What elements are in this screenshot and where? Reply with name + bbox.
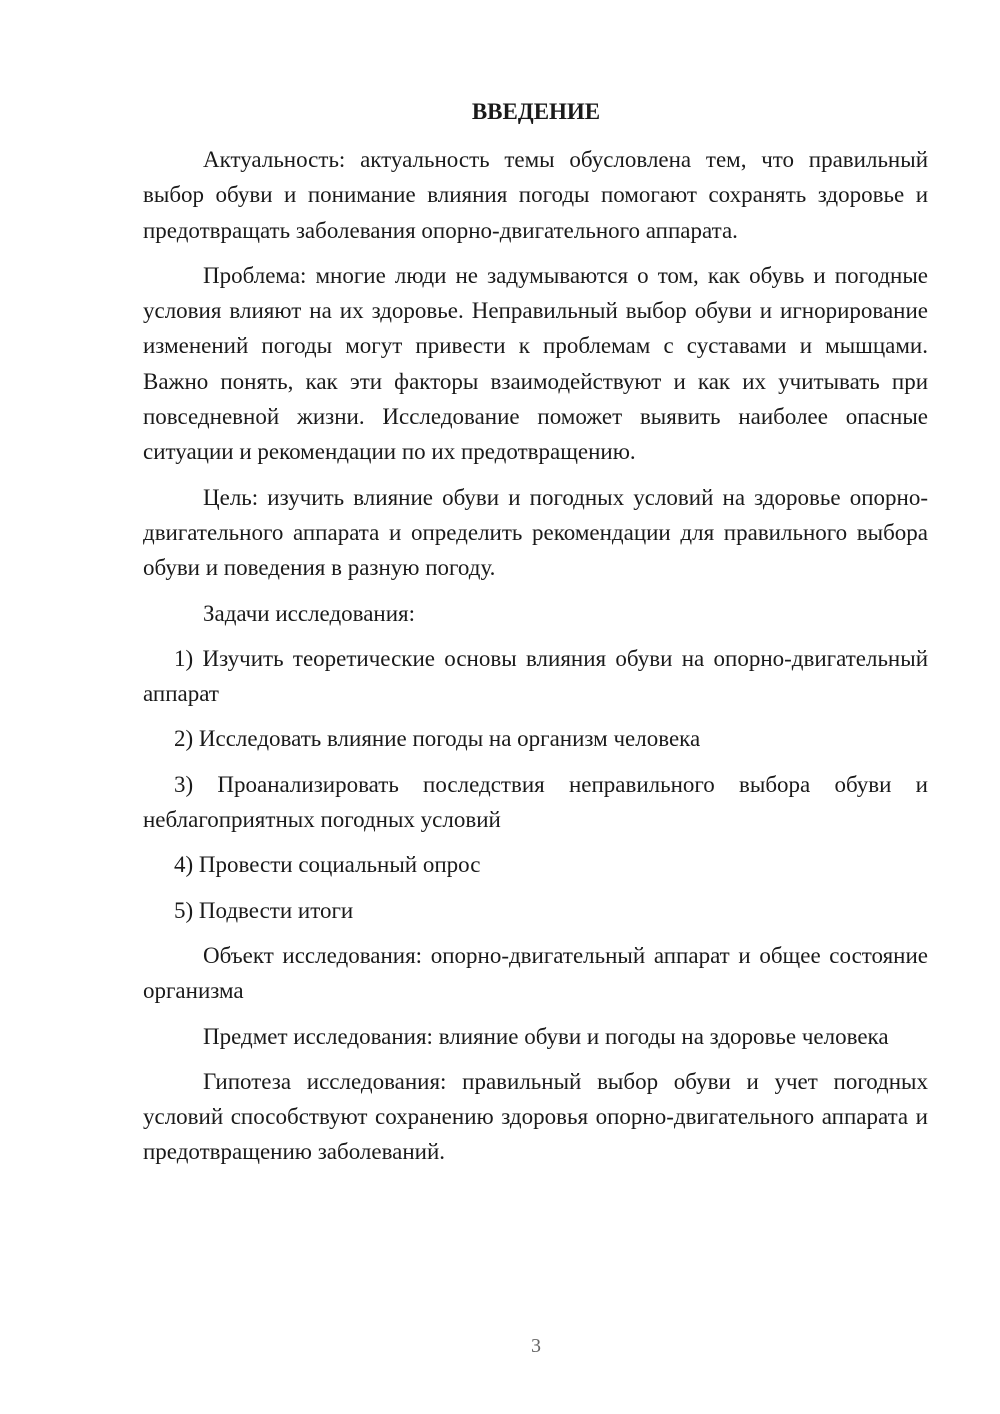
paragraph-relevance: Актуальность: актуальность темы обусловлена тем, что правильный выбор обуви и понимание влияния погоды помогают сохранять здоровье и предотвращать заболевания опорно-двигательного аппарата. <box>143 147 928 243</box>
page-number: 3 <box>531 1335 541 1357</box>
paragraph-subject: Предмет исследования: влияние обуви и погоды на здоровье человека <box>203 1023 889 1049</box>
task-item-1: 1) Изучить теоретические основы влияния обуви на опорно-двигательный аппарат <box>143 645 928 707</box>
task-item-2: 2) Исследовать влияние погоды на организм человека <box>174 726 701 752</box>
paragraph-hypothesis: Гипотеза исследования: правильный выбор обуви и учет погодных условий способствуют сохранению здоровья опорно-двигательного аппарата и предотвращению заболеваний. <box>143 1068 928 1165</box>
task-item-5: 5) Подвести итоги <box>174 897 354 923</box>
page-title: ВВЕДЕНИЕ <box>471 99 601 124</box>
document-body <box>143 142 928 1180</box>
task-item-3: 3) Проанализировать последствия неправильного выбора обуви и неблагоприятных погодных условий <box>143 771 928 833</box>
paragraph-problem: Проблема: многие люди не задумываются о том, как обувь и погодные условия влияют на их здоровье. Неправильный выбор обуви и игнорирование изменений погоды могут привести к проблемам с суставами и мышцами. Важно понять, как эти факторы взаимодействуют и как их учитывать при повседневной жизни. Исследование поможет выявить наиболее опасные ситуации и рекомендации по их предотвращению. <box>143 262 928 465</box>
paragraph-object: Объект исследования: опорно-двигательный аппарат и общее состояние организма <box>143 942 928 1004</box>
paragraph-tasks-heading: Задачи исследования: <box>203 600 416 626</box>
paragraph-goal: Цель: изучить влияние обуви и погодных условий на здоровье опорно-двигательного аппарата и определить рекомендации для правильного выбора обуви и поведения в разную погоду. <box>143 484 928 581</box>
task-item-4: 4) Провести социальный опрос <box>174 852 481 878</box>
